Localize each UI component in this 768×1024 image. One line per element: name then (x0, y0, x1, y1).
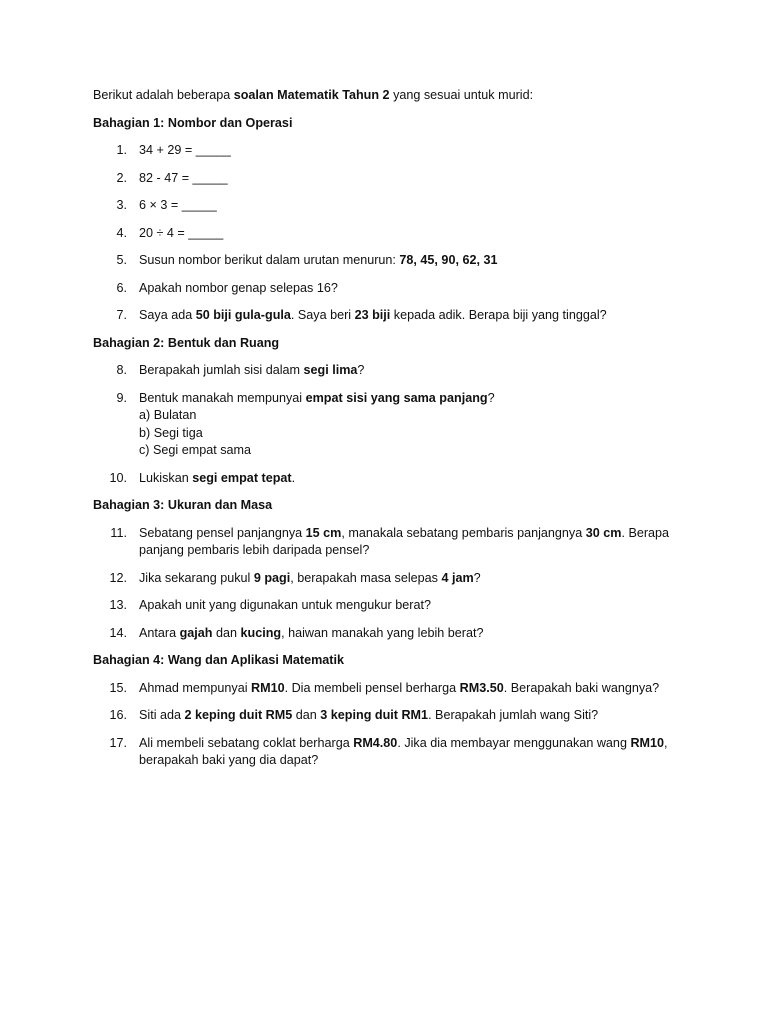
question-text-run: Antara (139, 625, 180, 640)
question-item (93, 252, 683, 270)
question-item (93, 307, 683, 325)
question-text (139, 736, 668, 768)
answer-option: b) Segi tiga (139, 425, 203, 440)
question-text (139, 571, 481, 585)
question-bold-text: RM3.50 (459, 680, 504, 695)
question-text (139, 681, 659, 695)
answer-option: c) Segi empat sama (139, 443, 251, 457)
question-text-run: ? (487, 390, 495, 405)
question-text (139, 171, 228, 185)
question-text (139, 253, 497, 267)
question-text-run: 82 - 47 = _____ (139, 170, 228, 185)
question-text-run: ? (473, 570, 481, 585)
question-item (93, 280, 683, 298)
section-heading: Bahagian 1: Nombor dan Operasi (93, 115, 293, 130)
question-text (139, 598, 431, 612)
question-bold-text: 9 pagi (253, 570, 291, 585)
question-text-run: . Berapakah jumlah wang Siti? (428, 708, 599, 722)
question-text (139, 526, 669, 558)
question-text-run: . Jika dia membayar menggunakan wang (397, 735, 631, 750)
question-text (139, 363, 364, 377)
question-item (93, 707, 683, 725)
question-bold-text: empat sisi yang sama panjang (305, 390, 488, 405)
section-heading: Bahagian 2: Bentuk dan Ruang (93, 335, 280, 350)
question-text-run: dan (212, 625, 241, 640)
question-item (93, 570, 683, 588)
question-item (93, 225, 683, 243)
question-list (93, 362, 683, 487)
question-list (93, 525, 683, 643)
question-bold-text: 4 jam (441, 570, 474, 585)
question-item (93, 362, 683, 380)
question-number: 2. (116, 170, 127, 185)
question-item (93, 597, 683, 615)
intro-bold-text: soalan Matematik Tahun 2 (233, 88, 390, 102)
question-text-run: kepada adik. Berapa biji yang tinggal? (390, 308, 607, 322)
question-text-run: dan (292, 708, 321, 722)
question-item (93, 680, 683, 698)
question-text-run: Jika sekarang pukul (139, 570, 254, 585)
question-bold-text: 23 biji (354, 308, 391, 322)
question-text-run: . Berapa panjang pembaris lebih daripada pensel? (139, 525, 670, 557)
question-number: 8. (116, 363, 127, 377)
question-text-run: 20 ÷ 4 = _____ (139, 225, 224, 240)
question-item (93, 470, 683, 488)
question-text-run: . (291, 470, 296, 485)
document-body (93, 87, 683, 780)
intro-text: Berikut adalah beberapa (93, 88, 234, 102)
question-number: 14. (109, 625, 127, 640)
question-bold-text: 78, 45, 90, 62, 31 (399, 253, 498, 267)
intro-text-end: yang sesuai untuk murid: (389, 88, 534, 102)
question-list (93, 680, 683, 770)
question-number: 11. (110, 525, 127, 540)
question-text-run: . Berapakah baki wangnya? (503, 680, 660, 695)
question-number: 1. (116, 143, 127, 157)
question-bold-text: 3 keping duit RM1 (320, 708, 429, 722)
question-text-run: . Dia membeli pensel berharga (284, 680, 460, 695)
question-bold-text: segi empat tepat (192, 470, 292, 485)
question-bold-text: RM10 (251, 680, 285, 695)
question-text (139, 143, 231, 157)
question-text-run: , manakala sebatang pembaris panjangnya (341, 525, 586, 540)
question-text-run: , berapakah masa selepas (290, 570, 442, 585)
question-number: 15. (109, 680, 127, 695)
question-text-run: . Saya beri (290, 308, 355, 322)
question-text (139, 626, 483, 640)
section-heading: Bahagian 3: Ukuran dan Masa (93, 498, 273, 512)
question-text-run: 34 + 29 = _____ (139, 143, 231, 157)
question-text (139, 391, 495, 405)
question-text (139, 708, 598, 722)
question-number: 7. (116, 308, 127, 322)
question-bold-text: 15 cm (305, 525, 342, 540)
question-number: 16. (109, 708, 127, 722)
question-text-run: Siti ada (139, 708, 185, 722)
question-item (93, 625, 683, 643)
question-text (139, 471, 295, 485)
question-text-run: Bentuk manakah mempunyai (139, 390, 306, 405)
question-bold-text: RM10 (630, 735, 665, 750)
question-text (139, 198, 217, 212)
question-number: 9. (116, 390, 127, 405)
question-text-run: Berapakah jumlah sisi dalam (139, 363, 304, 377)
question-number: 6. (116, 280, 127, 295)
question-item (93, 197, 683, 215)
question-text-run: Ahmad mempunyai (139, 680, 251, 695)
answer-option: a) Bulatan (139, 408, 197, 422)
question-text-run: ? (357, 363, 365, 377)
question-text-run: Lukiskan (139, 470, 193, 485)
question-text-run: , berapakah baki yang dia dapat? (139, 735, 668, 767)
question-number: 3. (116, 198, 127, 212)
question-text-run: , haiwan manakah yang lebih berat? (281, 625, 484, 640)
question-number: 10. (109, 470, 127, 485)
question-bold-text: 50 biji gula-gula (195, 308, 291, 322)
question-text-run: Apakah nombor genap selepas 16? (139, 280, 338, 295)
sections-container (93, 115, 683, 770)
question-text-run: Saya ada (139, 308, 196, 322)
question-number: 17. (109, 735, 127, 750)
question-text-run: Apakah unit yang digunakan untuk mengukur berat? (139, 598, 431, 612)
question-bold-text: segi lima (303, 363, 358, 377)
question-bold-text: 2 keping duit RM5 (184, 708, 293, 722)
question-item (93, 142, 683, 160)
section-heading: Bahagian 4: Wang dan Aplikasi Matematik (93, 653, 344, 667)
question-number: 12. (109, 570, 127, 585)
question-bold-text: gajah (179, 625, 213, 640)
question-item (93, 170, 683, 188)
question-number: 4. (116, 225, 127, 240)
intro-paragraph (93, 87, 683, 105)
question-bold-text: 30 cm (585, 525, 622, 540)
question-text-run: Susun nombor berikut dalam urutan menurun: (139, 253, 400, 267)
question-list (93, 142, 683, 325)
question-bold-text: kucing (240, 625, 282, 640)
question-item (93, 525, 683, 560)
question-text-run: Sebatang pensel panjangnya (139, 525, 306, 540)
question-text (139, 226, 223, 240)
question-number: 5. (116, 253, 127, 267)
question-item (93, 735, 683, 770)
question-item (93, 390, 683, 460)
question-text-run: Ali membeli sebatang coklat berharga (139, 735, 354, 750)
question-text (139, 281, 338, 295)
question-text-run: 6 × 3 = _____ (139, 198, 217, 212)
question-bold-text: RM4.80 (353, 735, 398, 750)
question-number: 13. (109, 598, 127, 612)
question-text (139, 308, 607, 322)
